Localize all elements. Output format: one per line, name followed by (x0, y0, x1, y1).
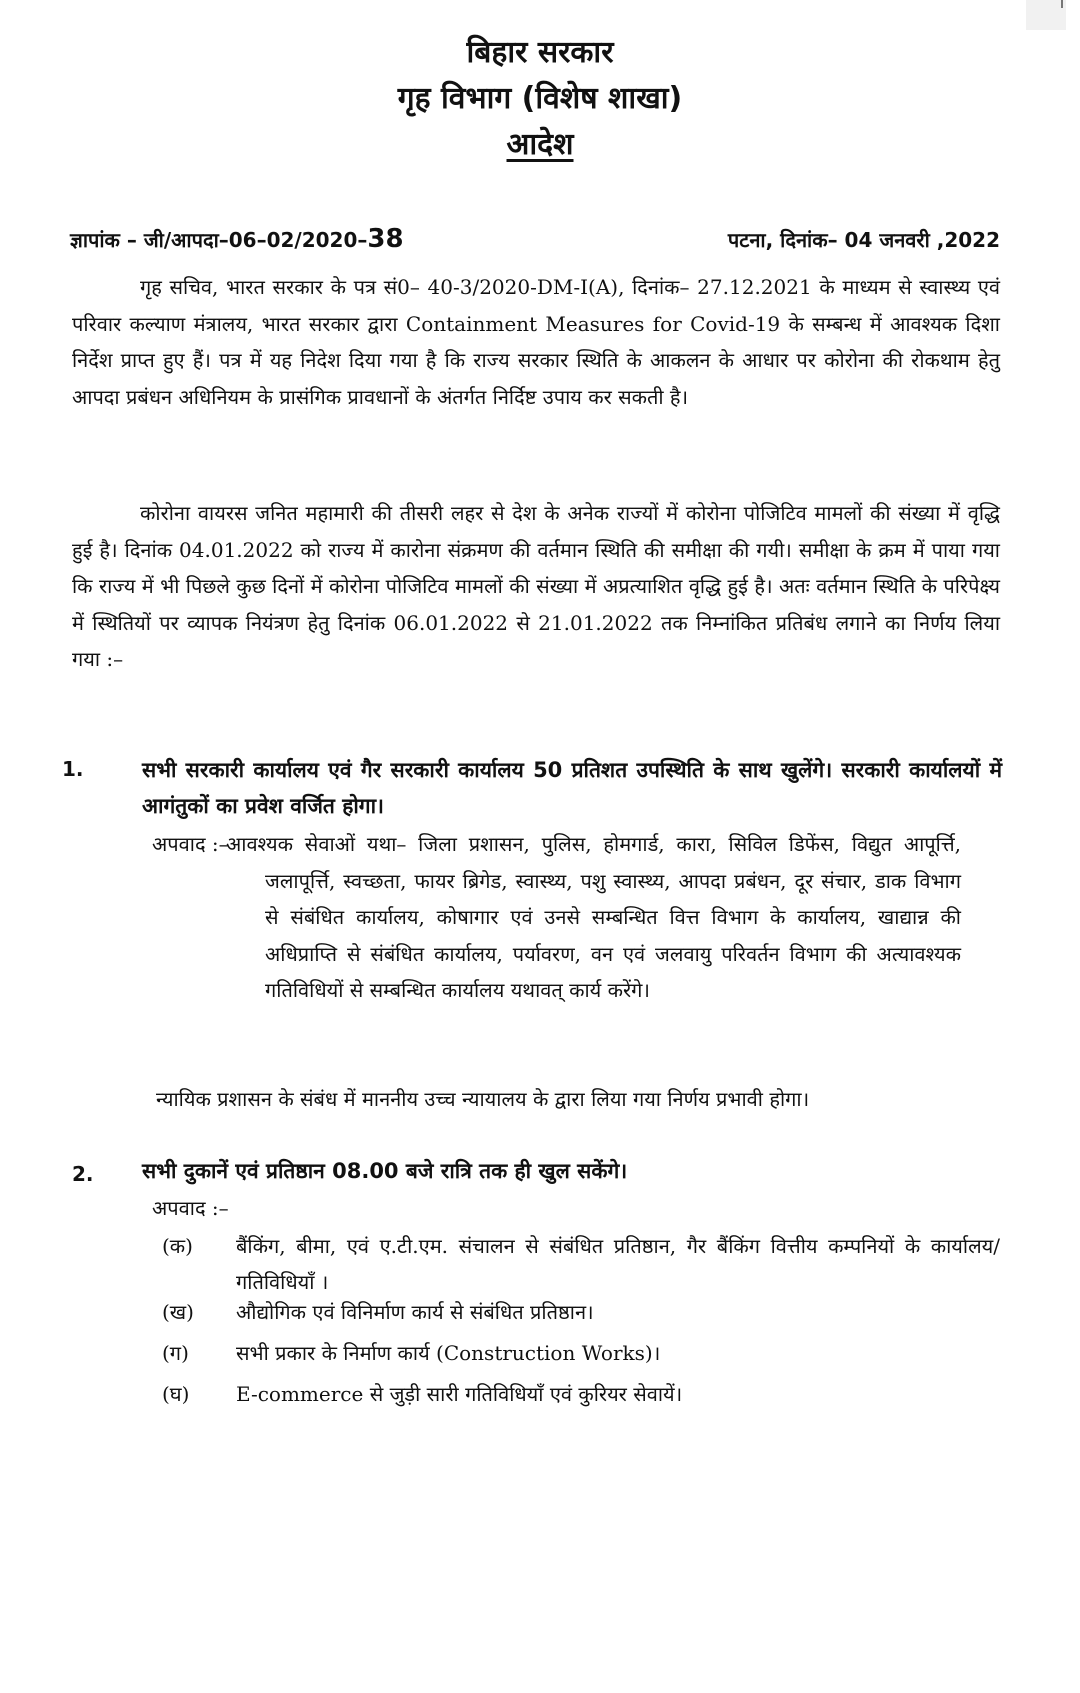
department-name: गृह विभाग (विशेष शाखा) (397, 81, 683, 116)
item-2-exception-label: अपवाद :– (152, 1196, 229, 1220)
subitem-text: सभी प्रकार के निर्माण कार्य (Construction Works)। (236, 1341, 661, 1365)
subitem-text: बैंकिंग, बीमा, एवं ए.टी.एम. संचालन से संबंधित प्रतिष्ठान, गैर बैंकिंग वित्तीय कम्पनियों के कार्यालय/गतिविधियाँ । (236, 1234, 1000, 1294)
subitem-label: (क) (162, 1234, 193, 1258)
intro-paragraph-2: कोरोना वायरस जनित महामारी की तीसरी लहर से देश के अनेक राज्यों में कोरोना पोजिटिव मामलों की संख्या में वृद्धि हुई है। दिनांक 04.01.2022 को राज्य में कारोना संक्रमण की वर्तमान स्थिति की समीक्षा की गयी। समीक्षा के क्रम में पाया गया कि राज्य में भी पिछले कुछ दिनों में कोरोना पोजिटिव मामलों की संख्या में अप्रत्याशित वृद्धि हुई है। अतः वर्तमान स्थिति के परिपेक्ष्य में स्थितियों पर व्यापक नियंत्रण हेतु दिनांक 06.01.2022 से 21.01.2022 तक निम्नांकित प्रतिबंध लगाने का निर्णय लिया गया :– (72, 501, 1000, 672)
item-1-heading: सभी सरकारी कार्यालय एवं गैर सरकारी कार्यालय 50 प्रतिशत उपस्थिति के साथ खुलेंगे। सरकारी कार्यालयों में आगंतुकों का प्रवेश वर्जित होगा। (142, 758, 1002, 818)
item-1-exception-text: आवश्यक सेवाओं यथा– जिला प्रशासन, पुलिस, होमगार्ड, कारा, सिविल डिफेंस, विद्युत आपूर्त्ति, जलापूर्त्ति, स्वच्छता, फायर ब्रिगेड, स्वास्थ्य, पशु स्वास्थ्य, आपदा प्रबंधन, दूर संचार, डाक विभाग से संबंधित कार्यालय, कोषागार एवं उनसे सम्बन्धित वित्त विभाग के कार्यालय, खाद्यान्न की अधिप्राप्ति से संबंधित कार्यालय, पर्यावरण, वन एवं जलवायु परिवर्तन विभाग की अत्यावश्यक गतिविधियों से सम्बन्धित कार्यालय यथावत् कार्य करेंगे। (226, 832, 961, 1003)
judicial-note: न्यायिक प्रशासन के संबंध में माननीय उच्च न्यायालय के द्वारा लिया गया निर्णय प्रभावी होगा। (156, 1087, 810, 1111)
page-corner-mark (1026, 0, 1066, 30)
order-title: आदेश (506, 127, 574, 162)
subitem-label: (घ) (162, 1382, 190, 1406)
place-date: पटना, दिनांक– 04 जनवरी ,2022 (727, 228, 1000, 252)
item-1-exception-label: अपवाद :– (152, 832, 229, 856)
subitem-label: (ग) (162, 1341, 189, 1365)
subitem-label: (ख) (162, 1300, 194, 1324)
item-2-heading: सभी दुकानें एवं प्रतिष्ठान 08.00 बजे रात्रि तक ही खुल सकेंगे। (142, 1159, 628, 1183)
government-name: बिहार सरकार (466, 35, 614, 70)
intro-paragraph-1: गृह सचिव, भारत सरकार के पत्र सं0– 40-3/2020-DM-I(A), दिनांक– 27.12.2021 के माध्यम से स्वास्थ्य एवं परिवार कल्याण मंत्रालय, भारत सरकार द्वारा Containment Measures for Covid-19 के सम्बन्ध में आवश्यक दिशा निर्देश प्राप्त हुए हैं। पत्र में यह निदेश दिया गया है कि राज्य सरकार स्थिति के आकलन के आधार पर कोरोना की रोकथाम हेतु आपदा प्रबंधन अधिनियम के प्रासंगिक प्रावधानों के अंतर्गत निर्दिष्ट उपाय कर सकती है। (72, 275, 1000, 409)
item-number-2: 2. (72, 1162, 94, 1186)
subitem-text: औद्योगिक एवं विनिर्माण कार्य से संबंधित प्रतिष्ठान। (236, 1300, 594, 1324)
item-number-1: 1. (62, 757, 84, 781)
document-header (0, 30, 1080, 168)
subitem-text: E-commerce से जुड़ी सारी गतिविधियाँ एवं कुरियर सेवायें। (236, 1382, 683, 1406)
memo-number: ज्ञापांक – जी/आपदा–06–02/2020–38 (70, 224, 404, 254)
